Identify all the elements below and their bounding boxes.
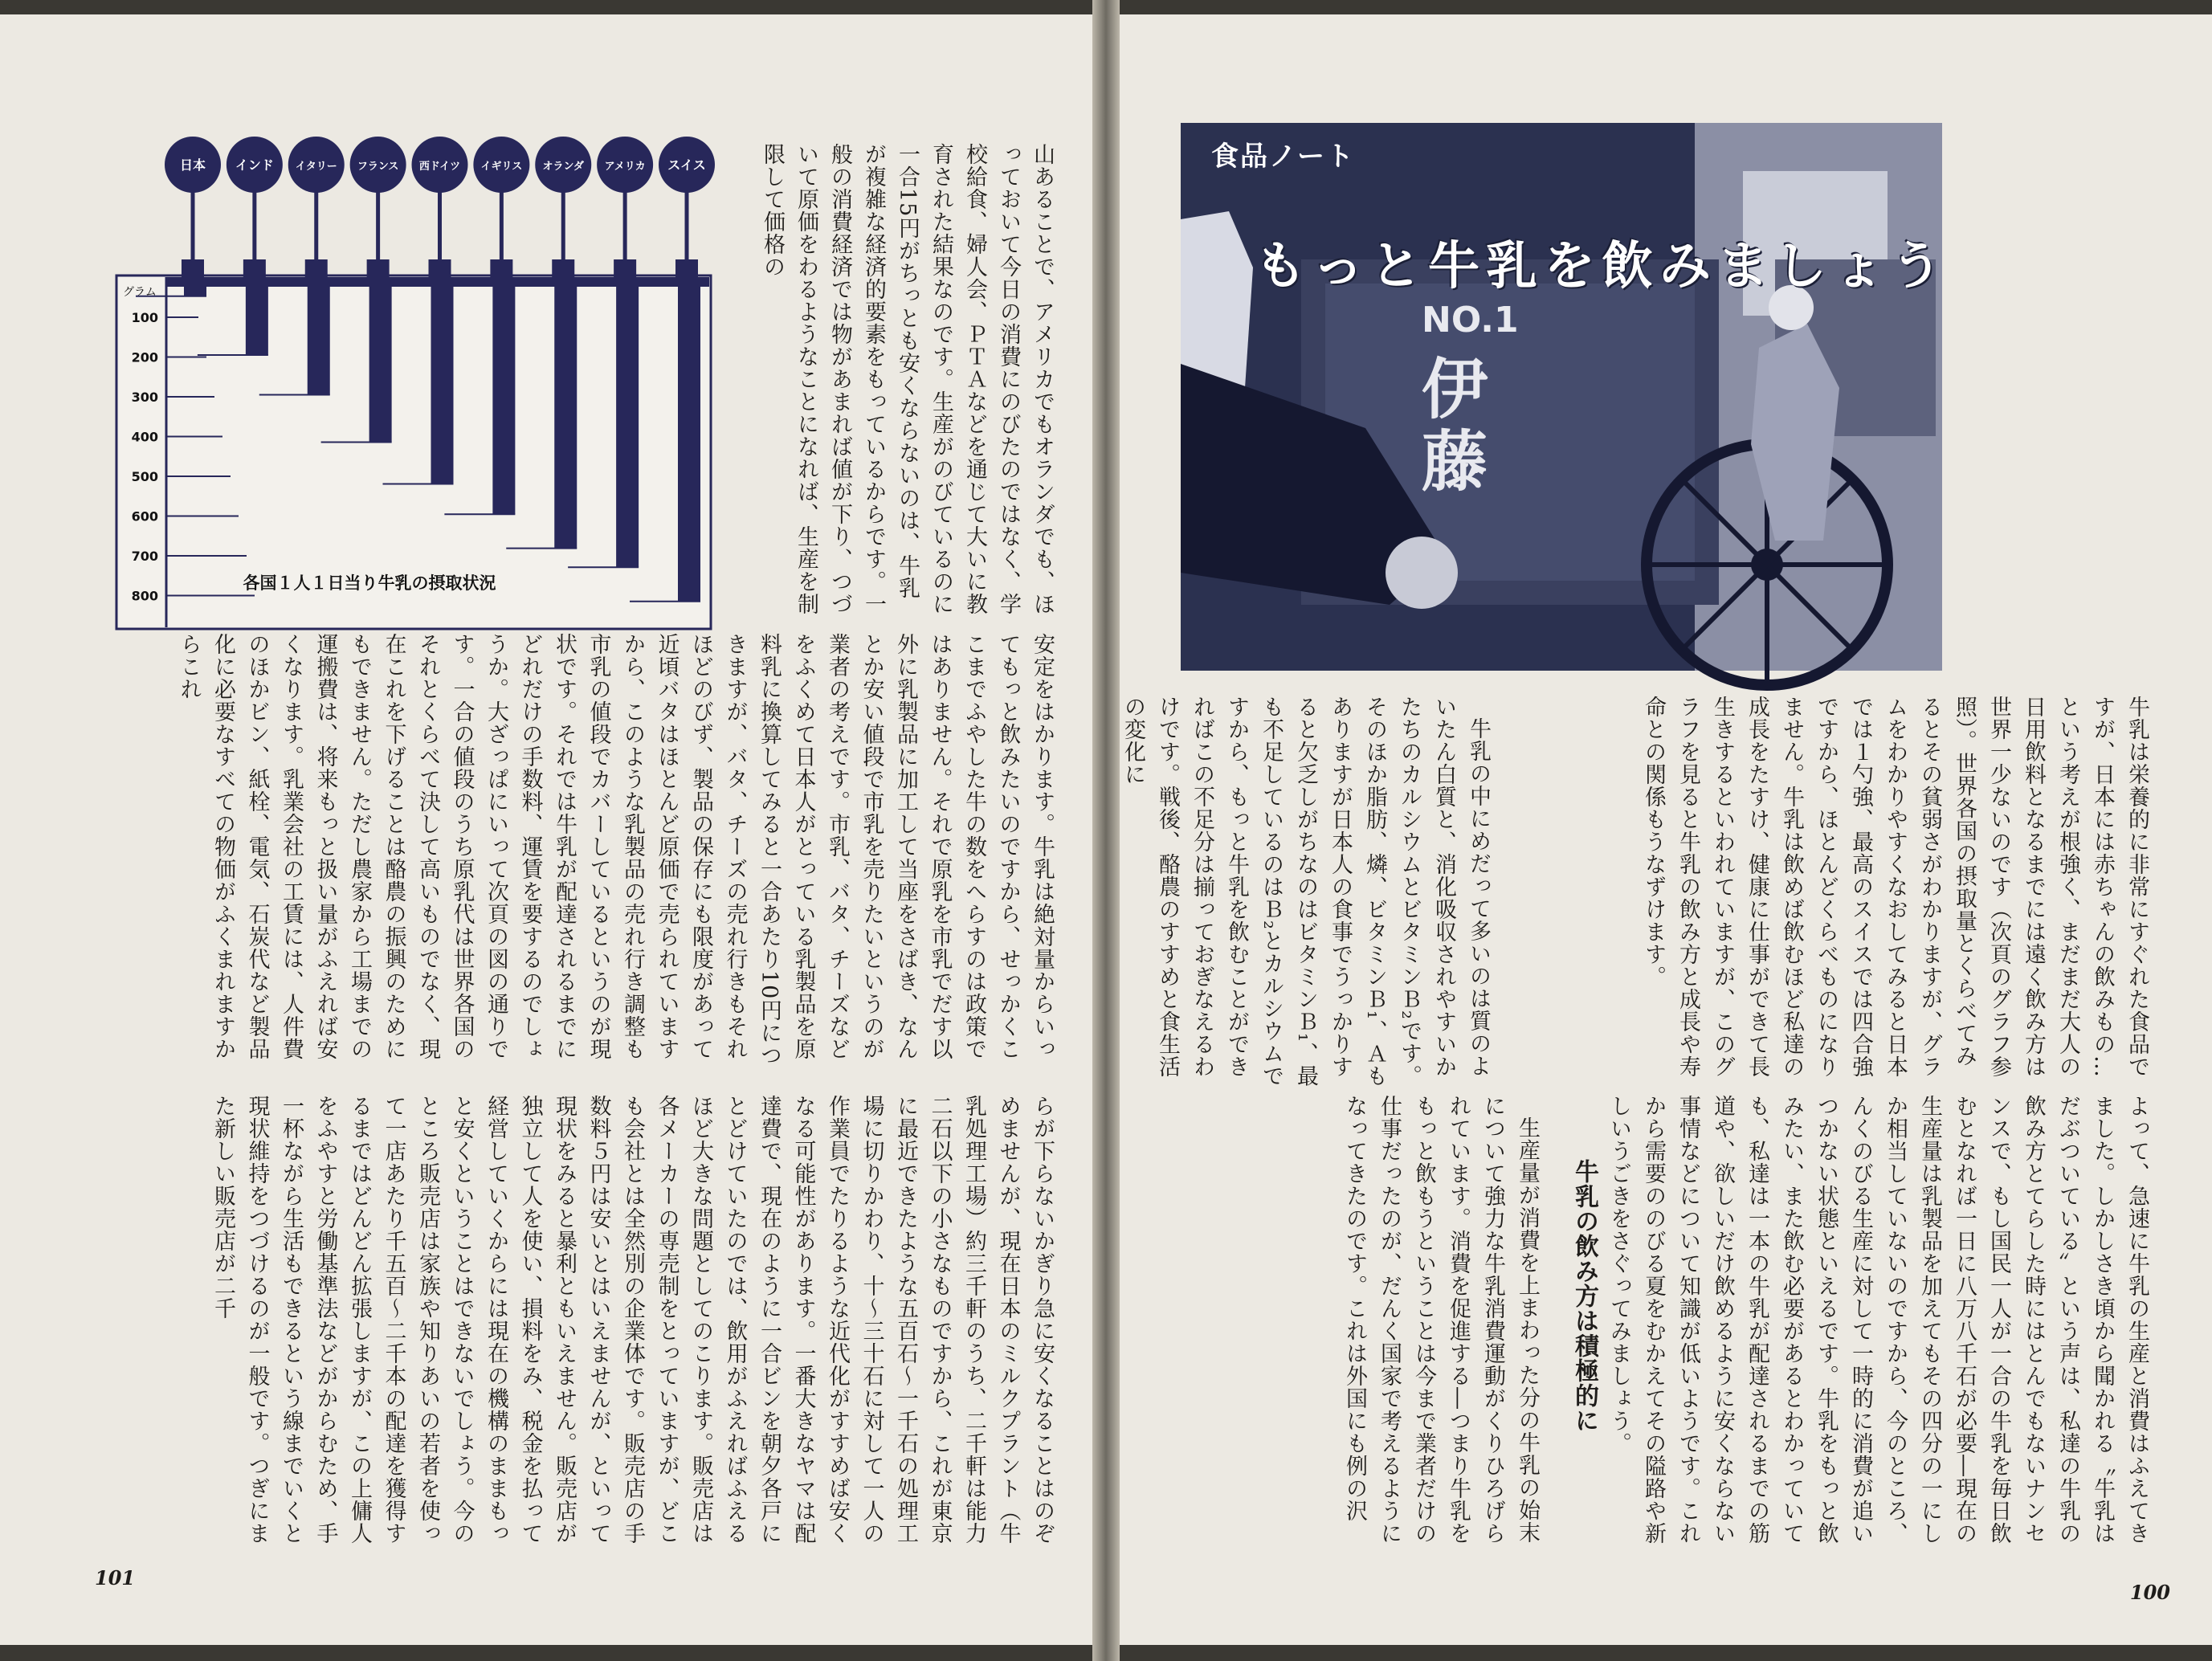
chart-category-label-9: スイス xyxy=(667,157,706,173)
right-col-b xyxy=(1120,696,1496,1089)
chart-category-label-6: イギリス xyxy=(480,161,523,173)
chart-ytick-400: 400 xyxy=(131,429,158,445)
chart-ytick-200: 200 xyxy=(131,349,158,365)
left-bottom-text: らが下らないかぎり急に安くなることはのぞめませんが、現在日本のミルクプラント（牛乳処理工場）約三千軒のうち、二千軒は能力二石以下の小さなものですから、これが東京に最近できたような五百石～一千石の処理工場に切りかわり、十～三十石に対して一人の作業員でたりるような近代化がすすめば安くなる可能性があります。一番大きなヤマは配達費で、現在のように一合ビンを朝夕各戸にとどけていたのでは、飲用がふえればふえるほど大きな問題としてのこります。販売店は各メーカーの専売制をとっていますが、どこも会社とは全然別の企業体です。販売店の手数料５円は安いとはいえませんが、といって現状をみると暴利ともいえません。販売店が独立して人を使い、損料をみ、税金を払って経営していくからには現在の機構のままもっと安くということはできないでしょう。今のところ販売店は家族や知りあいの若者を使って一店あたり千五百～二千本の配達を獲得するまではどんどん拡張しますが、この上傭人をふやすと労働基準法などがからむため、手一杯ながら生活もできるという線までいくと現状維持をつづけるのが一般です。つぎにまた新しい販売店が二千 xyxy=(210,1095,1055,1545)
cart-mark-1: 伊 xyxy=(1422,352,1488,428)
chart-connector-base-7 xyxy=(552,259,574,279)
chart-bar-4 xyxy=(369,287,392,443)
chart-connector-base-5 xyxy=(429,259,451,279)
left-top-column xyxy=(689,143,1059,617)
chart-connector-base-2 xyxy=(243,259,266,279)
chart-bar-5 xyxy=(431,287,454,484)
chart-connector-base-6 xyxy=(490,259,512,279)
right-page xyxy=(1110,14,2212,1645)
milk-cart-photo xyxy=(1181,123,1942,671)
chart-ytick-300: 300 xyxy=(131,390,158,405)
right-col-a xyxy=(1439,696,2154,1089)
chart-bar-1 xyxy=(184,287,206,296)
cart-mark-2: 藤 xyxy=(1422,424,1488,500)
chart-canvas xyxy=(116,139,711,637)
chart-category-label-7: オランダ xyxy=(542,161,584,173)
chart-connector-base-8 xyxy=(614,259,636,279)
chart-connector-base-4 xyxy=(367,259,390,279)
chart-bar-6 xyxy=(492,287,515,514)
chart-bar-8 xyxy=(616,287,639,567)
book-gutter xyxy=(1092,0,1120,1661)
chart-category-label-3: イタリー xyxy=(295,161,337,173)
chart-connector-base-3 xyxy=(305,259,328,279)
article-title: もっと牛乳を飲みましょう xyxy=(1255,237,1949,296)
chart-bar-3 xyxy=(308,287,330,395)
chart-unit-label: グラム xyxy=(123,286,157,299)
chart-category-label-2: インド xyxy=(235,157,274,173)
chart-ytick-100: 100 xyxy=(131,310,158,325)
section-heading: 牛乳の飲み方は積極的に xyxy=(1570,1159,1598,1433)
chart-category-label-5: 西ドイツ xyxy=(418,161,461,173)
chart-category-label-8: アメリカ xyxy=(604,161,646,173)
page-number-right: 100 xyxy=(2129,1581,2170,1604)
right-col-d-text: 生産量が消費を上まわった分の牛乳の始末について強力な牛乳消費運動がくりひろげられています。消費を促進する―つまり牛乳をもっと飲もうということは今まで業者だけの仕事だったのが、だんく国家で考えるようになってきたのです。これは外国にも例の沢 xyxy=(1342,1095,1540,1545)
milk-consumption-chart xyxy=(116,139,711,637)
left-top-text: 山あることで、アメリカでもオランダでも、ほっておいて今日の消費にのびたのではなく、学校給食、婦人会、ＰＴＡなどを通じて大いに教育された結果なのです。生産がのびているのに一合15円がちっとも安くならないのは、牛乳が複雑な経済的要素をもっているからです。一般の消費経済では物があまれば値が下り、つづいて原価をわるようなことになれば、生産を制限して価格の xyxy=(760,143,1055,615)
chart-ytick-600: 600 xyxy=(131,508,158,524)
left-page xyxy=(0,14,1099,1645)
chart-bar-7 xyxy=(554,287,577,549)
right-col-b-text: 牛乳の中にめだって多いのは質のよいたん白質と、消化吸収されやすいかたちのカルシウムとビタミンＢ₂です。そのほか脂肪、燐、ビタミンＢ₁、Ａもありますが日本人の食事でうっかりすると欠乏しがちなのはビタミンＢ₁、最も不足しているのはＢ₂とカルシウムですから、もっと牛乳を飲むことができればこの不足分は揃っておぎなえるわけです。戦後、酪農のすすめと食生活の変化に xyxy=(1120,696,1491,1088)
right-col-c-text: よって、急速に牛乳の生産と消費はふえてきました。しかしさき頃から聞かれる〝牛乳はだぶついている〟という声は、私達の牛乳の飲み方とてらした時にはとんでもないナンセンスで、もし国民一人が一合の牛乳を毎日飲むとなれば一日に八万八千石が必要―現在の生産量は乳製品を加えてもその四分の一にしか相当していないのですから、今のところ、んくのびる生産に対して一時的に消費が追いつかない状態といえるです。牛乳をもっと飲みたい、また飲む必要があるとわかっていても、私達は一本の牛乳が配達されるまでの筋道や、欲しいだけ飲めるように安くならない事情などについて知識が低いようです。これから需要ののびる夏をむかえてその隘路や新しいうごきをさぐってみましょう。 xyxy=(1606,1095,2149,1545)
left-bottom-column xyxy=(135,1095,1059,1545)
chart-category-label-1: 日本 xyxy=(179,157,206,173)
right-col-c xyxy=(1342,1095,2154,1545)
chart-connector-base-1 xyxy=(182,259,204,279)
cart-mark-no1: NO.1 xyxy=(1422,300,1519,341)
chart-ytick-700: 700 xyxy=(131,549,158,564)
section-tag: 食品ノート xyxy=(1211,141,1355,173)
chart-category-label-4: フランス xyxy=(357,161,399,173)
left-middle-text: 安定をはかります。牛乳は絶対量からいってもっと飲みたいのですから、せっかくここまでふやした牛の数をへらすのは政策ではありません。それで原乳を市乳でだす以外に乳製品に加工して当座をさばき、なんとか安い値段で市乳を売りたいというのが業者の考えです。市乳、バタ、チーズなどをふくめて日本人がとっている乳製品を原料乳に換算してみると一合あたり10円につきますが、バタ、チーズの売れ行きもそれほどのびず、製品の保存にも限度があって近頃バタはほとんど原価で売られていますから、このような乳製品の売れ行き調整も市乳の値段でカバーしているというのが現状です。それでは牛乳が配達されるまでにどれだけの手数料、運賃を要するのでしょうか。大ざっぱにいって次頁の図の通りです。一合の値段のうち原乳代は世界各国のそれとくらべて決して高いものでなく、現在これを下げることは酪農の振興のためにもできません。ただし農家から工場までの運搬費は、将来もっと扱い量がふえれば安くなります。乳業会社の工賃には、人件費のほかビン、紙栓、電気、石炭代など製品化に必要なすべての物価がふくまれますからこれ xyxy=(176,633,1055,1067)
page-number-left: 101 xyxy=(95,1566,136,1590)
chart-ytick-500: 500 xyxy=(131,469,158,484)
photo-illustration xyxy=(1181,123,1942,671)
left-middle-column xyxy=(135,633,1059,1073)
chart-ytick-800: 800 xyxy=(131,588,158,604)
chart-title: 各国１人１日当り牛乳の摂取状況 xyxy=(243,573,496,593)
right-col-a-text: 牛乳は栄養的に非常にすぐれた食品ですが、日本には赤ちゃんの飲みもの…という考えが根強く、まだまだ大人の日用飲料となるまでには遠く飲み方は世界一少ないのです（次頁のグラフ参照）。世界各国の摂取量とくらべてみるとその貧弱さがわかりますが、グラムをわかりやすくなおしてみると日本では１勺強、最高のスイスでは四合強ですから、ほとんどくらべものになりません。牛乳は飲めば飲むほど私達の成長をたすけ、健康に仕事ができて長生きするといわれていますが、このグラフを見ると牛乳の飲み方と成長や寿命との関係もうなずけます。 xyxy=(1641,696,2149,1078)
chart-bar-2 xyxy=(246,287,268,355)
